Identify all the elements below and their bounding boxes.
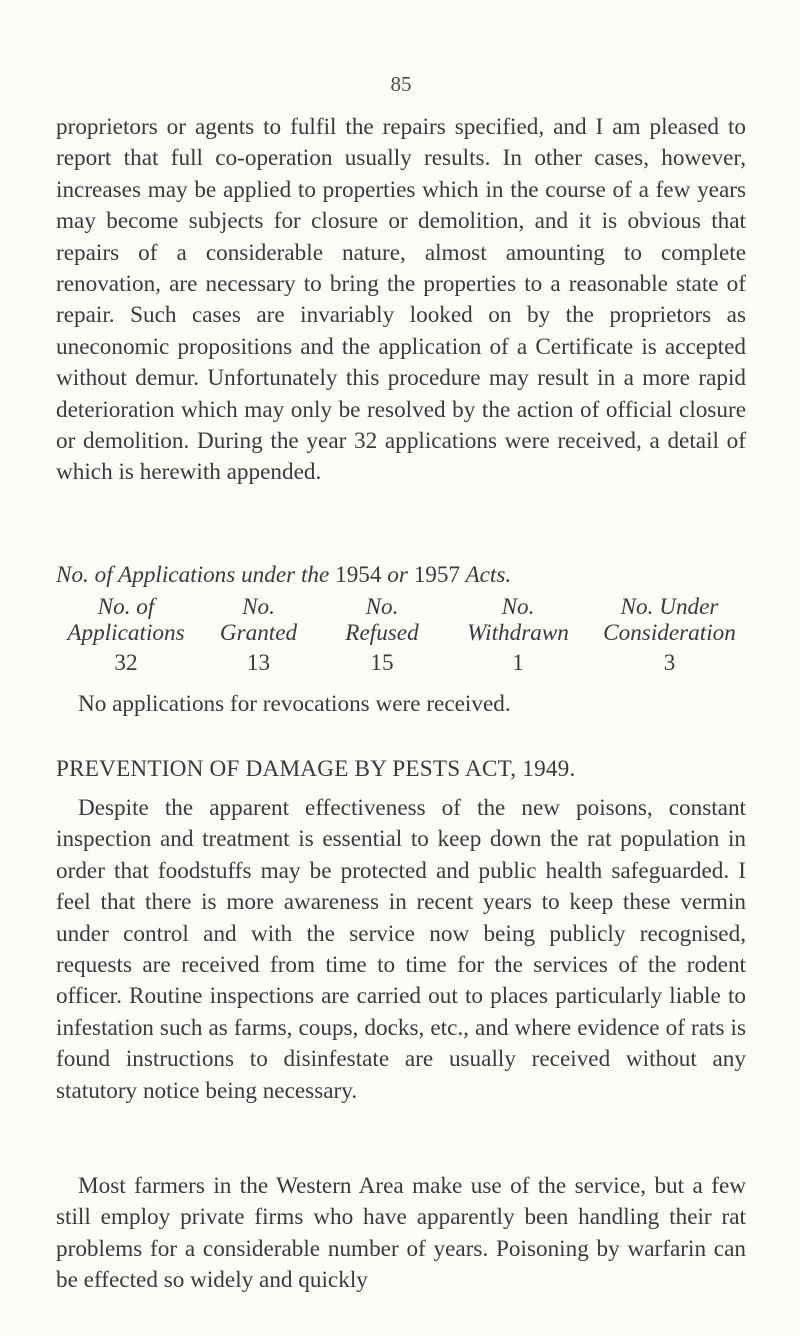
header-withdrawn-line1: No.	[501, 594, 535, 620]
body-paragraph-repairs: proprietors or agents to fulfil the repairs specified, and I am pleased to report that full co-operation usually results. In other cases, however, increases may be applied to properties which in the course of a few years may become subjects for closure or demolition, and it is obvious that repairs of a considerable nature, almost amounting to complete renovation, are necessary to bring the properties to a reasonable state of repair. Such cases are invariably looked on by the proprietors as uneconomic propositions and the application of a Certificate is accepted without demur. Unfortunately this procedure may result in a more rapid deterioration which may only be resolved by the action of official closure or demolition. During the year 32 applications were received, a detail of which is herewith appended.	[56, 114, 746, 486]
header-refused	[321, 594, 443, 646]
table-row	[56, 646, 746, 678]
header-applications	[56, 594, 196, 646]
header-applications-line1: No. of	[97, 594, 155, 620]
header-under-consideration-line2: Consideration	[603, 620, 736, 646]
header-applications-line2: Applications	[67, 620, 185, 646]
header-granted-line2: Granted	[219, 620, 298, 646]
header-granted	[196, 594, 321, 646]
section-heading-pests-act: PREVENTION OF DAMAGE BY PESTS ACT, 1949.	[56, 756, 576, 782]
cell-applications: 32	[114, 650, 138, 676]
table-header-row	[56, 594, 746, 646]
header-refused-line2: Refused	[345, 620, 419, 646]
table-title-suffix: Acts.	[465, 562, 512, 588]
table-title-year-1: 1954	[335, 562, 382, 588]
page-number: 85	[390, 72, 412, 96]
header-under-consideration	[593, 594, 746, 646]
applications-table	[56, 594, 746, 678]
table-title-prefix: No. of Applications under the	[56, 562, 330, 588]
table-title-or: or	[387, 562, 408, 588]
cell-under-consideration: 3	[663, 650, 676, 676]
body-paragraph-farmers: Most farmers in the Western Area make use of the service, but a few still employ private firms who have apparently been handling their rat problems for a considerable number of years. Poisoning by warfarin can be effected so widely and quickly	[56, 1173, 746, 1294]
header-under-consideration-line1: No. Under	[620, 594, 719, 620]
table-title-year-2: 1957	[413, 562, 461, 588]
applications-table-title	[56, 560, 746, 591]
revocations-note: No applications for revocations were received.	[78, 691, 511, 717]
cell-refused: 15	[370, 650, 394, 676]
header-granted-line1: No.	[242, 594, 275, 620]
header-withdrawn	[443, 594, 593, 646]
body-paragraph-rat-population: Despite the apparent effectiveness of the new poisons, constant inspection and treatment is essential to keep down the rat population in order that foodstuffs may be protected and public health safeguarded. I feel that there is more awareness in recent years to keep these vermin under control and with the service now being publicly recognised, requests are received from time to time for the services of the rodent officer. Routine inspections are carried out to places particularly liable to infestation such as farms, coups, docks, etc., and where evidence of rats is found instructions to disinfestate are usually received without any statutory notice being necessary.	[56, 795, 746, 1104]
cell-withdrawn: 1	[512, 650, 524, 676]
header-withdrawn-line2: Withdrawn	[467, 620, 569, 646]
cell-granted: 13	[246, 650, 271, 676]
header-refused-line1: No.	[365, 594, 399, 620]
